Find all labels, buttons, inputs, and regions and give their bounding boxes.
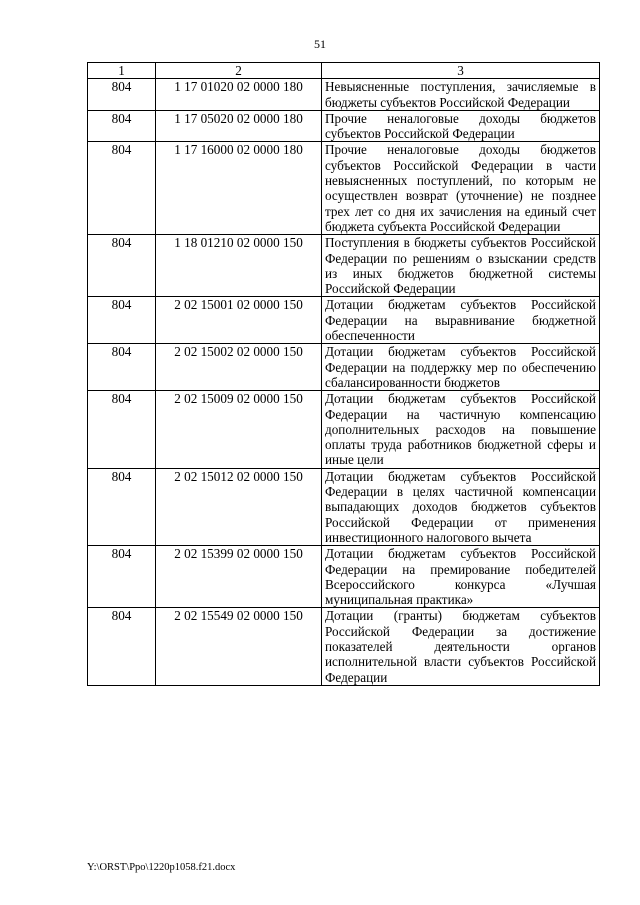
income-code-cell: 2 02 15001 02 0000 150	[156, 297, 322, 344]
table-row	[88, 235, 600, 297]
income-name-cell: Дотации бюджетам субъектов Российской Федерации на частичную компенсацию дополнительных расходов на повышение оплаты труда работников бюджетной сферы и иные цели	[322, 391, 600, 468]
income-name-cell: Дотации бюджетам субъектов Российской Федерации на премирование победителей Всероссийского конкурса «Лучшая муниципальная практика»	[322, 546, 600, 608]
income-code-cell: 1 17 05020 02 0000 180	[156, 110, 322, 142]
income-code-cell: 1 17 01020 02 0000 180	[156, 79, 322, 111]
footer-file-path: Y:\ORST\Ppo\1220p1058.f21.docx	[87, 862, 236, 873]
admin-code-cell: 804	[88, 297, 156, 344]
admin-code-cell: 804	[88, 344, 156, 391]
header-col-1: 1	[88, 63, 156, 79]
income-code-cell: 2 02 15012 02 0000 150	[156, 468, 322, 545]
income-code-cell: 2 02 15399 02 0000 150	[156, 546, 322, 608]
income-name-cell: Прочие неналоговые доходы бюджетов субъектов Российской Федерации в части невыясненных поступлений, по которым не осуществлен возврат (уточнение) не позднее трех лет со дня их зачисления на единый счет бюджета субъекта Российской Федерации	[322, 142, 600, 235]
table-row	[88, 110, 600, 142]
income-name-cell: Дотации бюджетам субъектов Российской Федерации в целях частичной компенсации выпадающих доходов бюджетов субъектов Российской Федерации от применения инвестиционного налогового вычета	[322, 468, 600, 545]
income-name-cell: Дотации бюджетам субъектов Российской Федерации на выравнивание бюджетной обеспеченности	[322, 297, 600, 344]
admin-code-cell: 804	[88, 546, 156, 608]
table-row	[88, 608, 600, 685]
admin-code-cell: 804	[88, 110, 156, 142]
budget-codes-table	[87, 62, 600, 686]
table-row	[88, 391, 600, 468]
page-number: 51	[314, 37, 326, 51]
admin-code-cell: 804	[88, 468, 156, 545]
admin-code-cell: 804	[88, 608, 156, 685]
income-code-cell: 2 02 15549 02 0000 150	[156, 608, 322, 685]
table-header-row	[88, 63, 600, 79]
table-row	[88, 546, 600, 608]
admin-code-cell: 804	[88, 235, 156, 297]
admin-code-cell: 804	[88, 79, 156, 111]
table-row	[88, 79, 600, 111]
income-name-cell: Поступления в бюджеты субъектов Российской Федерации по решениям о взыскании средств из иных бюджетов бюджетной системы Российской Федерации	[322, 235, 600, 297]
header-col-3: 3	[322, 63, 600, 79]
admin-code-cell: 804	[88, 142, 156, 235]
table-row	[88, 142, 600, 235]
admin-code-cell: 804	[88, 391, 156, 468]
header-col-2: 2	[156, 63, 322, 79]
income-code-cell: 2 02 15002 02 0000 150	[156, 344, 322, 391]
table-row	[88, 468, 600, 545]
income-code-cell: 2 02 15009 02 0000 150	[156, 391, 322, 468]
income-name-cell: Невыясненные поступления, зачисляемые в бюджеты субъектов Российской Федерации	[322, 79, 600, 111]
table-row	[88, 344, 600, 391]
income-code-cell: 1 17 16000 02 0000 180	[156, 142, 322, 235]
table-row	[88, 297, 600, 344]
income-code-cell: 1 18 01210 02 0000 150	[156, 235, 322, 297]
income-name-cell: Дотации бюджетам субъектов Российской Федерации на поддержку мер по обеспечению сбалансированности бюджетов	[322, 344, 600, 391]
income-name-cell: Дотации (гранты) бюджетам субъектов Российской Федерации за достижение показателей деятельности органов исполнительной власти субъектов Российской Федерации	[322, 608, 600, 685]
income-name-cell: Прочие неналоговые доходы бюджетов субъектов Российской Федерации	[322, 110, 600, 142]
